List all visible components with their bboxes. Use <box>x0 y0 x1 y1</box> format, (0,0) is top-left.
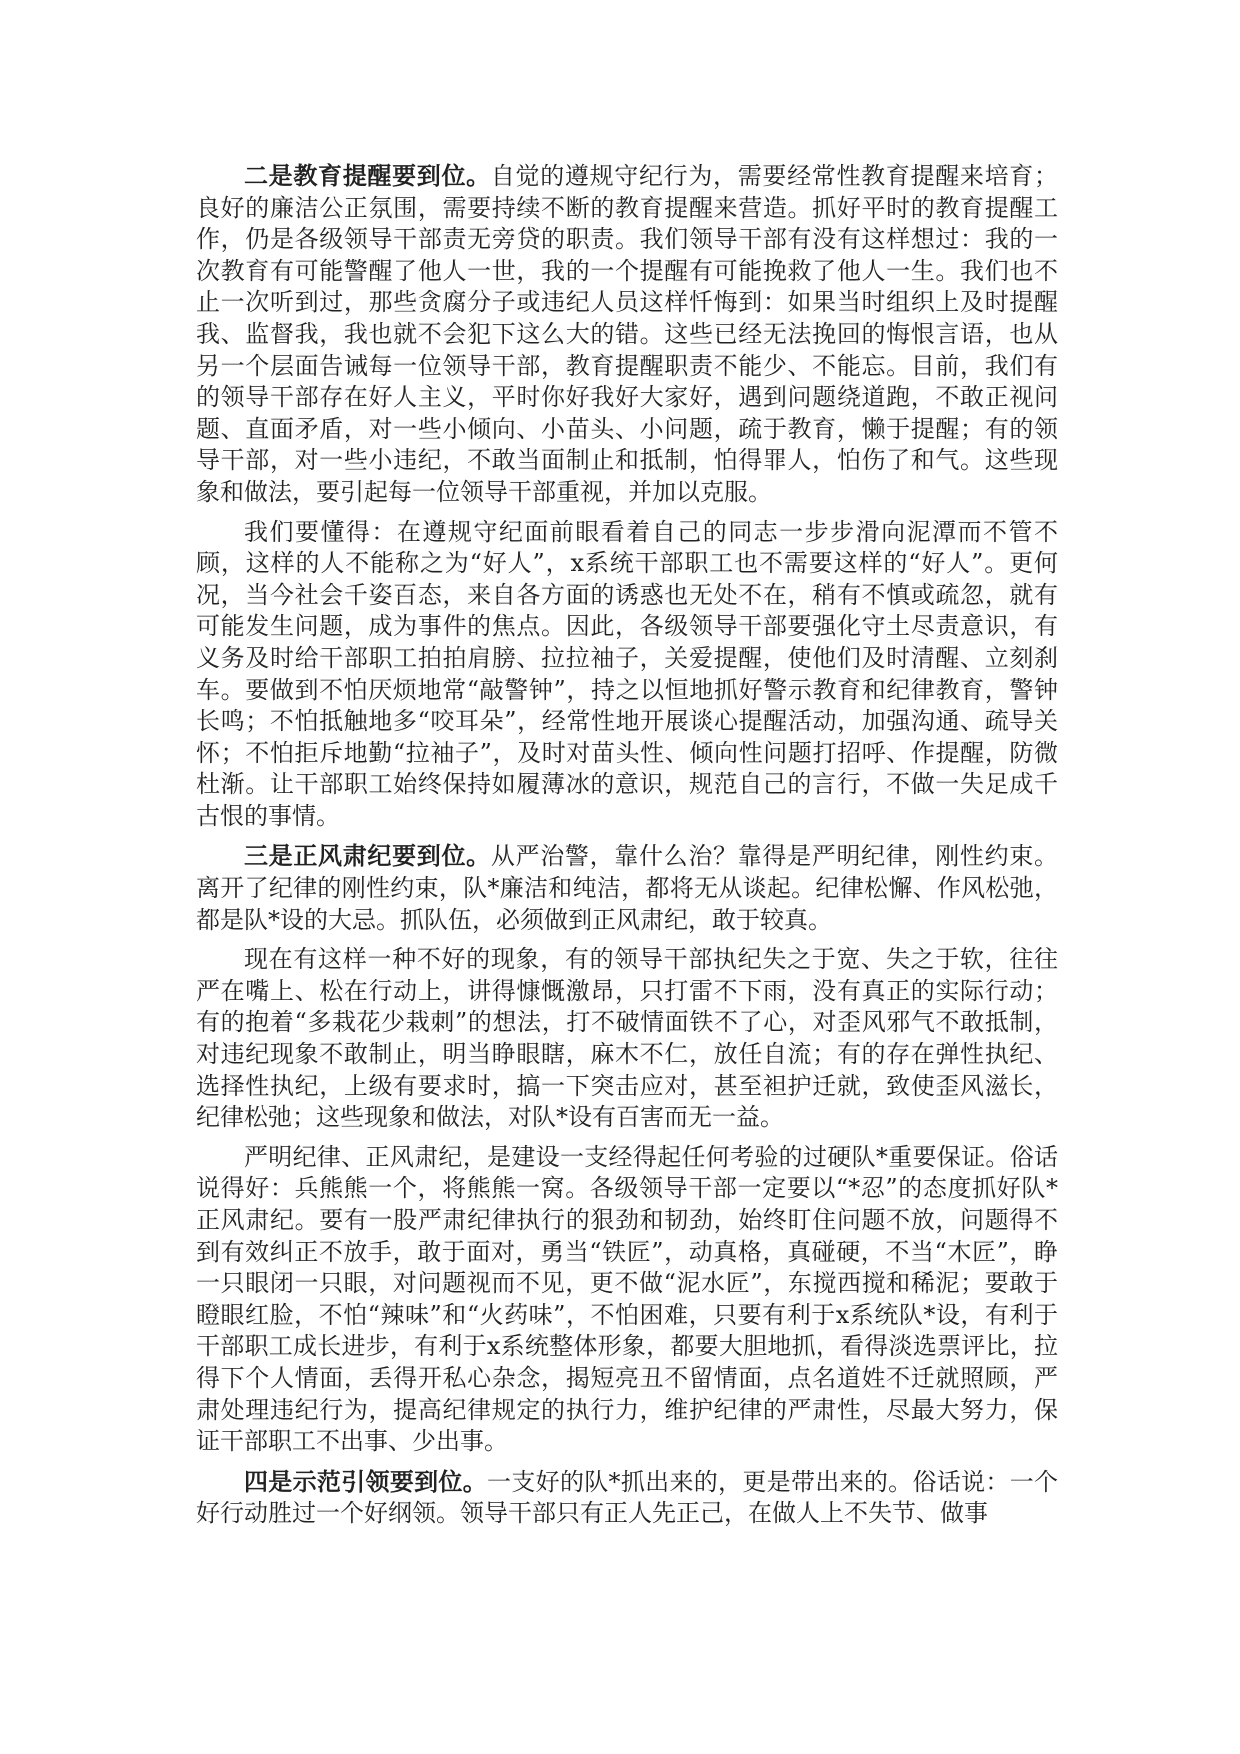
paragraph-strict-discipline <box>196 1142 1058 1458</box>
paragraph-text: 现在有这样一种不好的现象，有的领导干部执纪失之于宽、失之于软，往往严在嘴上、松在行动上，讲得慷慨激昂，只打雷不下雨，没有真正的实际行动；有的抱着“多栽花少栽刺”的想法，打不破情面铁不了心，对歪风邪气不敢抵制，对违纪现象不敢制止，明当睁眼瞎，麻木不仁，放任自流；有的存在弹性执纪、选择性执纪，上级有要求时，搞一下突击应对，甚至袒护迁就，致使歪风滋长，纪律松弛；这些现象和做法，对队*设有百害而无一益。 <box>196 945 1058 1132</box>
paragraph-text: 自觉的遵规守纪行为，需要经常性教育提醒来培育；良好的廉洁公正氛围，需要持续不断的教育提醒来营造。抓好平时的教育提醒工作，仍是各级领导干部责无旁贷的职责。我们领导干部有没有这样想过：我的一次教育有可能警醒了他人一世，我的一个提醒有可能挽救了他人一生。我们也不止一次听到过，那些贪腐分子或违纪人员这样忏悔到：如果当时组织上及时提醒我、监督我，我也就不会犯下这么大的错。这些已经无法挽回的悔恨言语，也从另一个层面告诫每一位领导干部，教育提醒职责不能少、不能忘。目前，我们有的领导干部存在好人主义，平时你好我好大家好，遇到问题绕道跑，不敢正视问题、直面矛盾，对一些小倾向、小苗头、小问题，疏于教育，懒于提醒；有的领导干部，对一些小违纪，不敢当面制止和抵制，怕得罪人，怕伤了和气。这些现象和做法，要引起每一位领导干部重视，并加以克服。 <box>196 162 1058 506</box>
document-body <box>196 160 1058 1538</box>
paragraph-text: 我们要懂得：在遵规守纪面前眼看着自己的同志一步步滑向泥潭而不管不顾，这样的人不能称之为“好人”，x系统干部职工也不需要这样的“好人”。更何况，当今社会千姿百态，来自各方面的诱惑也无处不在，稍有不慎或疏忽，就有可能发生问题，成为事件的焦点。因此，各级领导干部要强化守土尽责意识，有义务及时给干部职工拍拍肩膀、拉拉袖子，关爱提醒，使他们及时清醒、立刻刹车。要做到不怕厌烦地常“敲警钟”，持之以恒地抓好警示教育和纪律教育，警钟长鸣；不怕抵触地多“咬耳朵”，经常性地开展谈心提醒活动，加强沟通、疏导关怀；不怕拒斥地勤“拉袖子”，及时对苗头性、倾向性问题打招呼、作提醒，防微杜渐。让干部职工始终保持如履薄冰的意识，规范自己的言行，不做一失足成千古恨的事情。 <box>196 517 1058 830</box>
paragraph-heading: 二是教育提醒要到位。 <box>244 161 491 190</box>
paragraph-text: 严明纪律、正风肃纪，是建设一支经得起任何考验的过硬队*重要保证。俗话说得好：兵熊熊一个，将熊熊一窝。各级领导干部一定要以“*忍”的态度抓好队*正风肃纪。要有一股严肃纪律执行的狠劲和韧劲，始终盯住问题不放，问题得不到有效纠正不放手，敢于面对，勇当“铁匠”，动真格，真碰硬，不当“木匠”，睁一只眼闭一只眼，对问题视而不见，更不做“泥水匠”，东搅西搅和稀泥；要敢于瞪眼红脸，不怕“辣味”和“火药味”，不怕困难，只要有利于x系统队*设，有利于干部职工成长进步，有利于x系统整体形象，都要大胆地抓，看得淡选票评比，拉得下个人情面，丢得开私心杂念，揭短亮丑不留情面，点名道姓不迁就照顾，严肃处理违纪行为，提高纪律规定的执行力，维护纪律的严肃性，尽最大努力，保证干部职工不出事、少出事。 <box>196 1142 1058 1456</box>
paragraph-leadership-example <box>196 1466 1058 1530</box>
paragraph-text: 一支好的队*抓出来的，更是带出来的。俗话说：一个好行动胜过一个好纲领。领导干部只有正人先正己，在做人上不失节、做事 <box>196 1467 1058 1528</box>
paragraph-discipline <box>196 840 1058 936</box>
paragraph-heading: 三是正风肃纪要到位。 <box>244 841 491 871</box>
paragraph-heading: 四是示范引领要到位。 <box>244 1466 488 1496</box>
paragraph-text: 从严治警，靠什么治？靠得是严明纪律，刚性约束。离开了纪律的刚性约束，队*廉洁和纯洁，都将无从谈起。纪律松懈、作风松弛，都是队*设的大忌。抓队伍，必须做到正风肃纪，敢于较真。 <box>196 842 1058 934</box>
paragraph-education-reminder <box>196 160 1058 509</box>
paragraph-understanding <box>196 517 1058 833</box>
paragraph-current-phenomenon <box>196 944 1058 1134</box>
